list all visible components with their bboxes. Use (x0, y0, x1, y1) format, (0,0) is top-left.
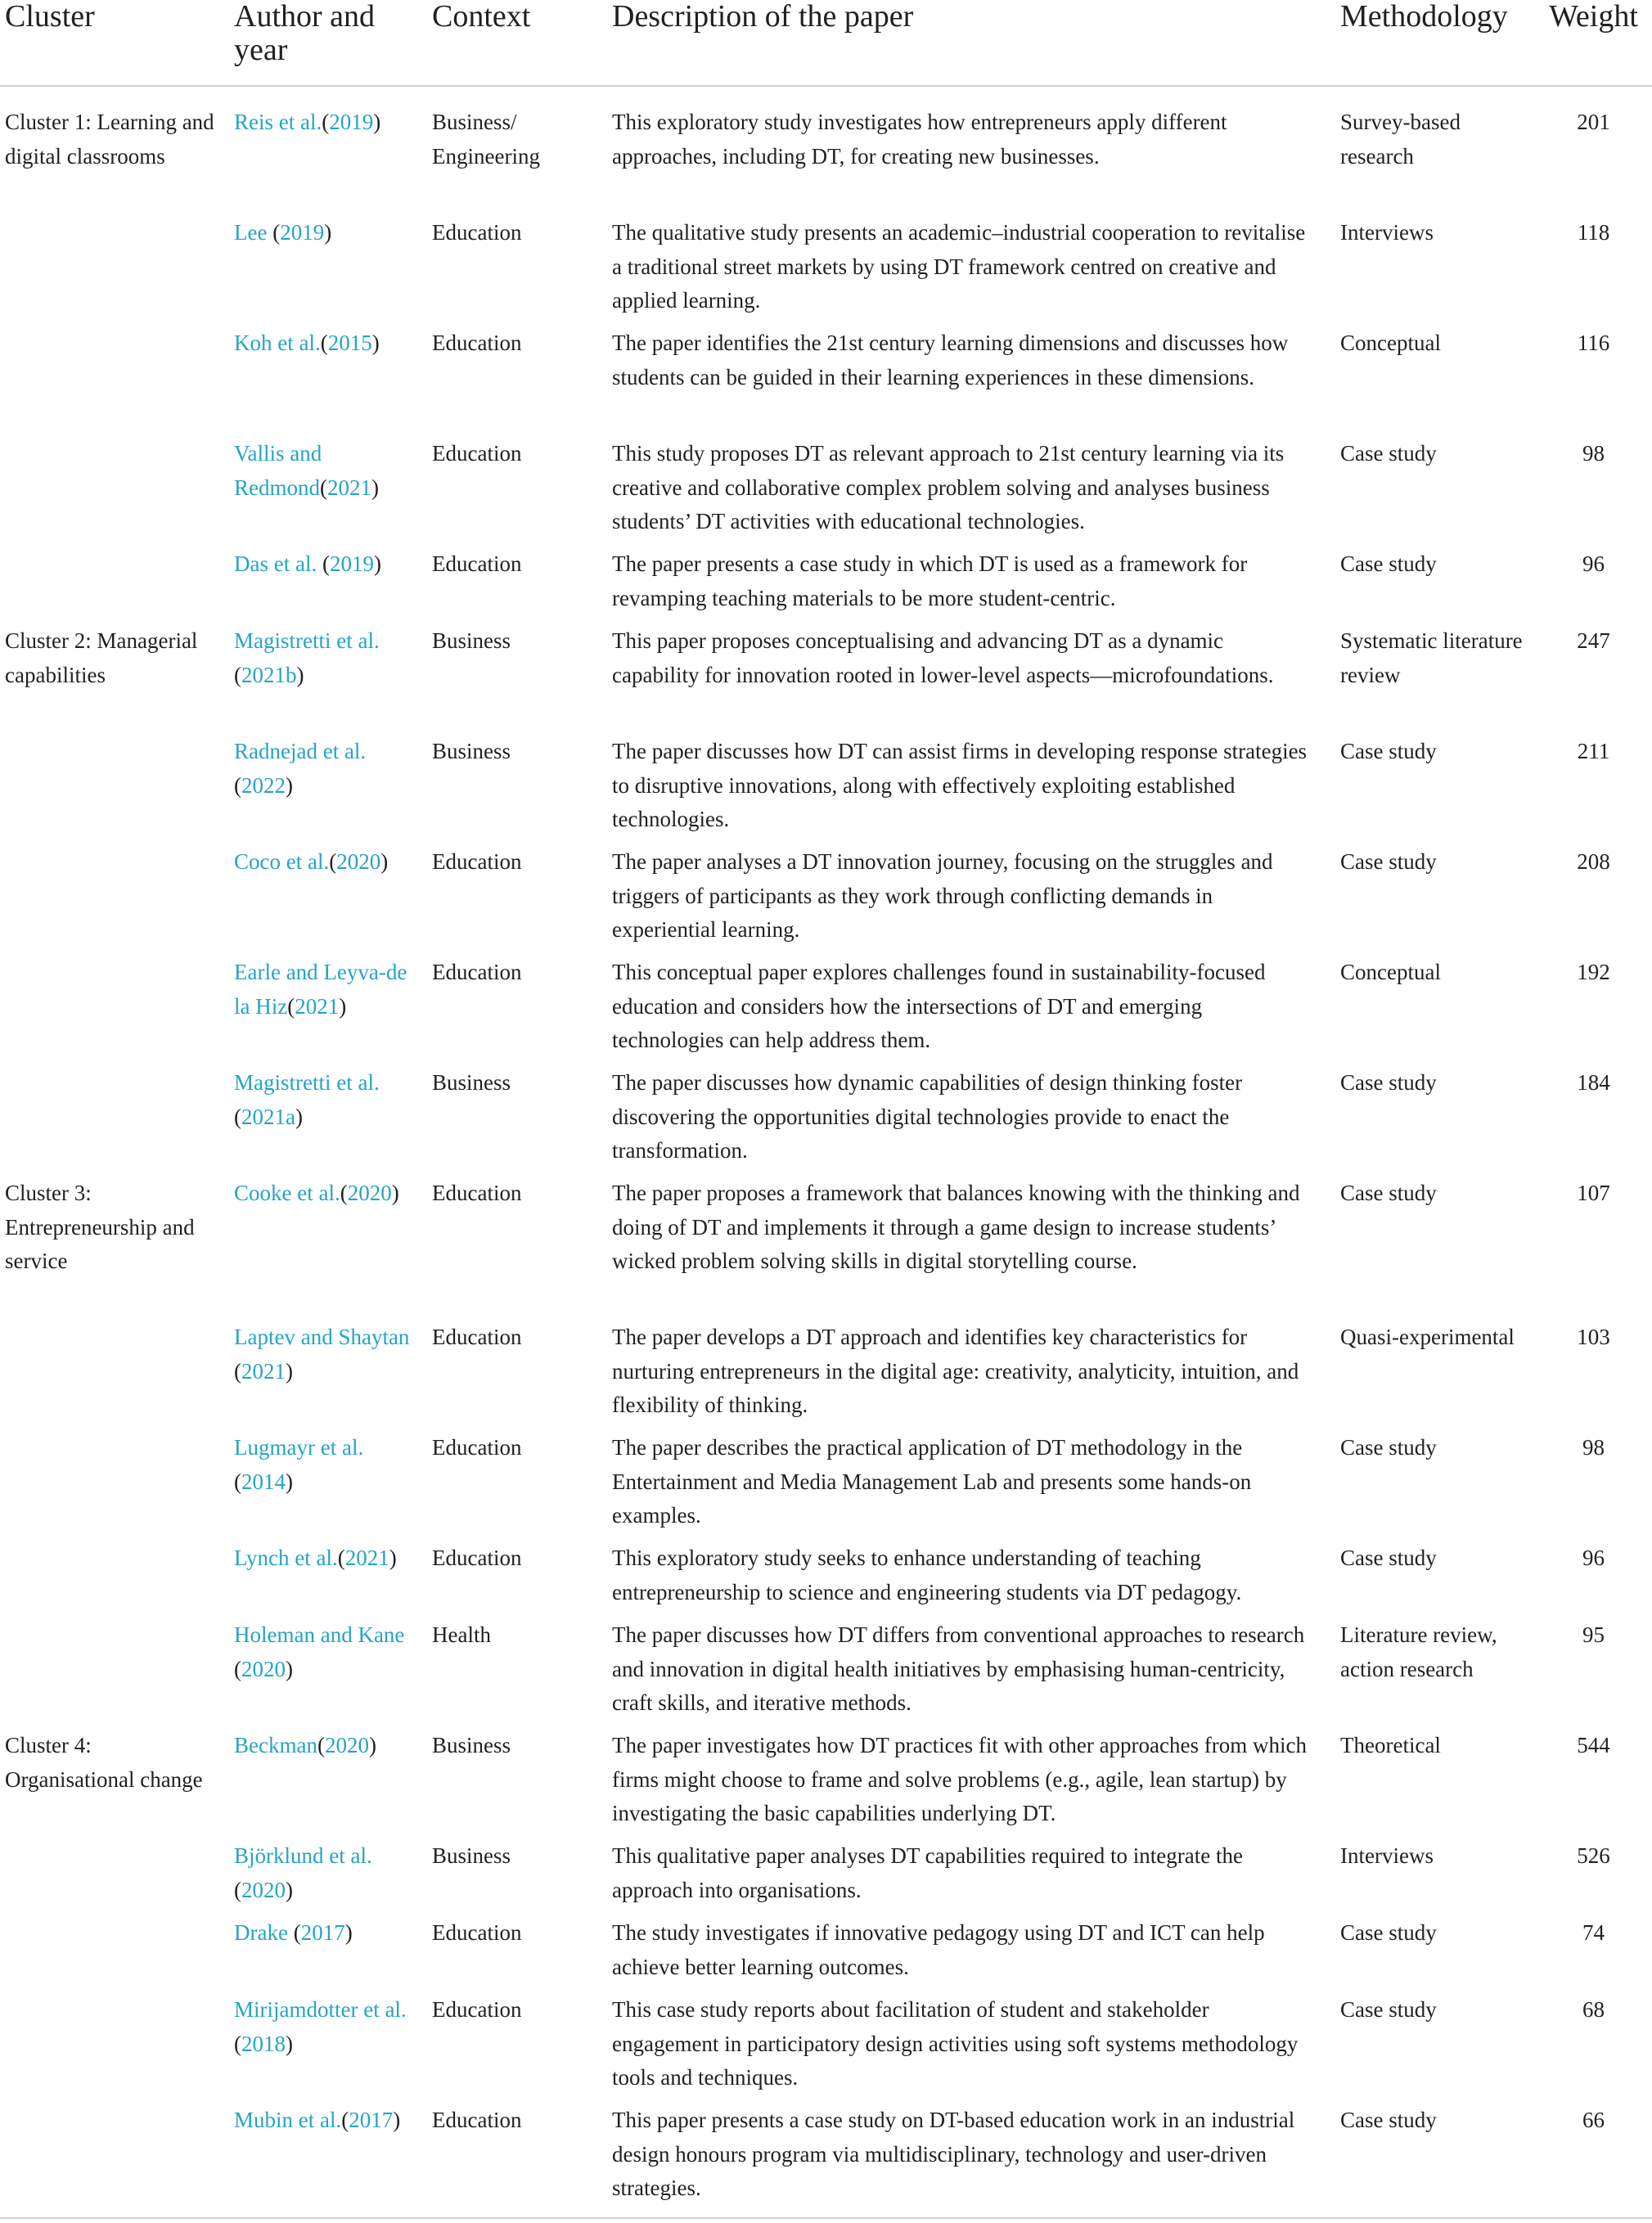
row-author-year (234, 1729, 422, 1763)
citation-year-link[interactable]: 2022 (241, 772, 286, 798)
row-description: The paper analyses a DT innovation journey, focusing on the struggles and triggers of participants as they work through conflicting demands in experiential learning. (612, 849, 1273, 942)
row-author-year (234, 1177, 422, 1211)
citation-year-link[interactable]: 2015 (327, 331, 372, 355)
row-methodology: Case study (1340, 1920, 1437, 1945)
citation-paren-open: ( (341, 2108, 349, 2132)
row-context: Education (432, 1181, 522, 1205)
row-weight: 211 (1577, 739, 1610, 763)
citation-paren-open: ( (329, 849, 337, 874)
row-cluster: Cluster 2: Managerial capabilities (5, 628, 198, 687)
row-description: The paper proposes a framework that balances knowing with the thinking and doing of DT and implements it through a game design to increase students’ wicked problem solving skills in digital storytelling course. (612, 1181, 1300, 1273)
citation-year-link[interactable]: 2021a (241, 1104, 295, 1129)
citation-paren-open: ( (234, 2031, 241, 2056)
row-description: This conceptual paper explores challenges found in sustainability-focused education and considers how the intersections of DT and emerging technologies can help address them. (612, 960, 1266, 1052)
author-name-link[interactable]: Lee (234, 220, 268, 245)
row-methodology: Case study (1340, 1181, 1437, 1205)
author-name-link[interactable]: Drake (234, 1920, 288, 1945)
row-weight: 74 (1582, 1920, 1605, 1945)
citation-year-link[interactable]: 2021 (295, 993, 340, 1019)
row-context: Education (432, 220, 522, 245)
citation-paren-close: ) (389, 1546, 397, 1570)
citation-year-link[interactable]: 2020 (241, 1656, 286, 1681)
row-description: The paper discusses how dynamic capabilities of design thinking foster discovering the opportunities digital technologies provide to enact the transformation. (612, 1070, 1243, 1163)
row-methodology: Conceptual (1340, 331, 1441, 355)
header-methodology: Methodology (1340, 0, 1508, 34)
row-methodology: Quasi-experimental (1340, 1325, 1515, 1349)
author-name-link[interactable]: Holeman and Kane (234, 1622, 405, 1647)
row-weight: 201 (1577, 110, 1610, 134)
row-methodology: Case study (1340, 739, 1437, 763)
citation-year-link[interactable]: 2014 (241, 1469, 286, 1494)
row-author-year (234, 437, 422, 505)
row-context: Education (432, 2108, 522, 2132)
row-context: Education (432, 551, 522, 576)
row-description: The paper investigates how DT practices fit with other approaches from which firms might choose to frame and solve problems (e.g., agile, lean startup) by investigating the basic capabilities underlying DT. (612, 1733, 1307, 1825)
row-author-year (234, 1618, 422, 1686)
citation-paren-close: ) (368, 1733, 376, 1757)
citation-paren-close: ) (371, 475, 379, 500)
citation-year-link[interactable]: 2019 (329, 551, 374, 576)
citation-paren-close: ) (339, 993, 347, 1019)
citation-paren-close: ) (380, 849, 389, 874)
row-methodology: Case study (1340, 1435, 1437, 1460)
row-weight: 68 (1582, 1997, 1605, 2022)
citation-paren-close: ) (286, 772, 293, 798)
row-author-year (234, 735, 422, 803)
citation-paren-open: ( (320, 331, 328, 355)
citation-year-link[interactable]: 2021 (327, 475, 371, 500)
table-header (0, 0, 1652, 85)
row-weight: 66 (1582, 2108, 1605, 2132)
citation-paren-open: ( (234, 1469, 241, 1494)
row-context: Education (432, 1997, 522, 2022)
author-name-link[interactable]: Cooke et al. (234, 1181, 340, 1205)
row-context: Education (432, 1325, 522, 1349)
row-weight: 96 (1582, 1546, 1605, 1570)
row-cluster: Cluster 3: Entrepreneurship and service (5, 1181, 195, 1273)
citation-paren-open: ( (234, 772, 241, 798)
citation-paren-close: ) (344, 1920, 353, 1945)
row-description: This exploratory study investigates how entrepreneurs apply different approaches, including DT, for creating new businesses. (612, 110, 1227, 169)
header-author-year: Author and year (234, 0, 376, 67)
citation-paren-open: ( (340, 1181, 348, 1205)
row-context: Business (432, 1843, 511, 1868)
author-name-link[interactable]: Björklund et al. (234, 1843, 372, 1868)
row-context: Business (432, 1733, 511, 1757)
table-bottom-rule (0, 2217, 1652, 2219)
row-weight: 95 (1582, 1622, 1605, 1647)
citation-paren-open: ( (287, 993, 295, 1019)
row-author-year (234, 1431, 422, 1499)
citation-paren-open: ( (234, 1656, 241, 1681)
row-methodology: Theoretical (1340, 1733, 1441, 1757)
row-author-year (234, 2104, 422, 2138)
citation-paren-close: ) (393, 2108, 401, 2132)
author-name-link[interactable]: Mirijamdotter et al. (234, 1997, 407, 2022)
citation-year-link[interactable]: 2020 (241, 1877, 286, 1902)
citation-paren-open: ( (317, 551, 330, 576)
row-description: This case study reports about facilitation of student and stakeholder engagement in participatory design activities using soft systems methodology tools and techniques. (612, 1997, 1299, 2090)
author-name-link[interactable]: Reis et al. (234, 110, 322, 134)
row-description: The study investigates if innovative pedagogy using DT and ICT can help achieve better learning outcomes. (612, 1920, 1265, 1979)
row-weight: 116 (1577, 331, 1610, 355)
header-description: Description of the paper (612, 0, 914, 34)
row-author-year (234, 547, 422, 582)
row-weight: 103 (1577, 1325, 1610, 1349)
row-methodology: Case study (1340, 1997, 1437, 2022)
row-weight: 208 (1577, 849, 1610, 874)
row-author-year (234, 845, 422, 880)
row-context: Health (432, 1622, 491, 1647)
row-author-year (234, 956, 422, 1024)
citation-paren-close: ) (296, 662, 304, 687)
citation-paren-open: ( (234, 1104, 241, 1129)
row-description: The qualitative study presents an academic–industrial cooperation to revitalise a traditional street markets by using DT framework centred on creative and applied learning. (612, 220, 1306, 313)
citation-paren-close: ) (286, 1877, 293, 1902)
row-author-year (234, 624, 422, 692)
citation-year-link[interactable]: 2018 (241, 2031, 286, 2056)
row-context: Business (432, 739, 511, 763)
row-author-year (234, 326, 422, 361)
row-description: This exploratory study seeks to enhance understanding of teaching entrepreneurship to science and engineering students via DT pedagogy. (612, 1546, 1242, 1604)
row-context: Education (432, 849, 522, 874)
row-description: The paper discusses how DT differs from conventional approaches to research and innovation in digital health initiatives by emphasising human-centricity, craft skills, and iterative methods. (612, 1622, 1305, 1715)
row-weight: 526 (1577, 1843, 1610, 1868)
citation-paren-open: ( (267, 220, 281, 245)
row-weight: 107 (1577, 1181, 1610, 1205)
row-author-year (234, 1916, 422, 1951)
citation-paren-close: ) (373, 110, 381, 134)
row-context: Business (432, 1070, 511, 1095)
citation-year-link[interactable]: 2017 (300, 1920, 345, 1945)
header-context: Context (432, 0, 531, 34)
citation-paren-open: ( (234, 1877, 241, 1902)
row-author-year (234, 1066, 422, 1134)
header-divider (0, 85, 1652, 87)
author-name-link[interactable]: Lugmayr et al. (234, 1435, 364, 1460)
row-author-year (234, 216, 422, 250)
citation-paren-close: ) (391, 1181, 399, 1205)
author-name-link[interactable]: Koh et al. (234, 331, 321, 355)
row-methodology: Case study (1340, 849, 1437, 874)
citation-paren-open: ( (234, 1358, 241, 1384)
citation-paren-close: ) (286, 1358, 293, 1384)
citation-paren-open: ( (317, 1733, 325, 1757)
header-cluster: Cluster (5, 0, 95, 34)
citation-year-link[interactable]: 2020 (347, 1181, 392, 1205)
row-context: Business (432, 628, 511, 653)
row-methodology: Case study (1340, 441, 1437, 466)
row-weight: 96 (1582, 551, 1605, 576)
row-description: The paper develops a DT approach and identifies key characteristics for nurturing entrepreneurs in the digital age: creativity, analyticity, intuition, and flexibility of thinking. (612, 1325, 1299, 1417)
header-weight: Weight (1549, 0, 1638, 34)
row-cluster: Cluster 4: Organisational change (5, 1733, 203, 1792)
row-context: Education (432, 1546, 522, 1570)
row-context: Education (432, 1920, 522, 1945)
row-methodology: Survey-based research (1340, 110, 1461, 169)
row-author-year (234, 106, 422, 140)
citation-paren-close: ) (286, 1656, 293, 1681)
row-description: The paper describes the practical application of DT methodology in the Entertainment and Media Management Lab and presents some hands-on examples. (612, 1435, 1252, 1528)
author-name-link[interactable]: Magistretti et al. (234, 628, 380, 653)
citation-paren-close: ) (371, 331, 380, 355)
row-methodology: Interviews (1340, 1843, 1434, 1868)
author-name-link[interactable]: Earle and Leyva-de la Hiz (234, 960, 407, 1019)
citation-year-link[interactable]: 2017 (349, 2108, 394, 2132)
citation-year-link[interactable]: 2019 (280, 220, 325, 245)
row-methodology: Case study (1340, 1546, 1437, 1570)
citation-year-link[interactable]: 2021b (241, 662, 297, 687)
citation-paren-close: ) (286, 1469, 293, 1494)
row-description: This paper proposes conceptualising and advancing DT as a dynamic capability for innovation rooted in lower-level aspects—microfoundations. (612, 628, 1274, 687)
author-name-link[interactable]: Radnejad et al. (234, 739, 367, 763)
row-methodology: Case study (1340, 2108, 1437, 2132)
row-cluster: Cluster 1: Learning and digital classrooms (5, 110, 214, 169)
row-weight: 118 (1577, 220, 1610, 245)
row-methodology: Systematic literature review (1340, 628, 1523, 687)
citation-year-link[interactable]: 2020 (336, 849, 381, 874)
author-name-link[interactable]: Magistretti et al. (234, 1070, 380, 1095)
citation-year-link[interactable]: 2019 (329, 110, 374, 134)
citation-paren-open: ( (234, 662, 241, 687)
author-name-link[interactable]: Coco et al. (234, 849, 330, 874)
row-description: The paper presents a case study in which DT is used as a framework for revamping teaching materials to be more student-centric. (612, 551, 1248, 610)
row-weight: 544 (1577, 1733, 1610, 1757)
citation-paren-close: ) (324, 220, 332, 245)
row-author-year (234, 1541, 422, 1576)
row-author-year (234, 1839, 422, 1907)
row-methodology: Literature review, action research (1340, 1622, 1497, 1681)
row-weight: 192 (1577, 960, 1610, 984)
row-description: This paper presents a case study on DT-based education work in an industrial design honours program via multidisciplinary, technology and user-driven strategies. (612, 2108, 1295, 2200)
author-name-link[interactable]: Mubin et al. (234, 2108, 342, 2132)
row-methodology: Case study (1340, 1070, 1437, 1095)
row-weight: 184 (1577, 1070, 1610, 1095)
author-name-link[interactable]: Vallis and Redmond (234, 441, 322, 500)
citation-paren-open: ( (337, 1546, 345, 1570)
citation-paren-open: ( (287, 1920, 301, 1945)
row-description: The paper identifies the 21st century learning dimensions and discusses how students can be guided in their learning experiences in these dimensions. (612, 331, 1289, 389)
author-name-link[interactable]: Beckman (234, 1733, 317, 1757)
citation-paren-open: ( (320, 475, 327, 500)
row-weight: 247 (1577, 628, 1610, 653)
citation-paren-close: ) (295, 1104, 303, 1129)
row-weight: 98 (1582, 1435, 1605, 1460)
citation-paren-close: ) (286, 2031, 293, 2056)
row-context: Business/ Engineering (432, 110, 540, 169)
citation-year-link[interactable]: 2020 (324, 1733, 369, 1757)
row-description: The paper discusses how DT can assist firms in developing response strategies to disruptive innovations, along with effectively exploiting established technologies. (612, 739, 1308, 831)
citation-year-link[interactable]: 2021 (241, 1358, 286, 1384)
row-context: Education (432, 331, 522, 355)
row-context: Education (432, 960, 522, 984)
citation-year-link[interactable]: 2021 (344, 1546, 389, 1570)
author-name-link[interactable]: Das et al. (234, 551, 317, 576)
row-weight: 98 (1582, 441, 1605, 466)
row-description: This study proposes DT as relevant approach to 21st century learning via its creative and collaborative complex problem solving and analyses business students’ DT activities with educational technologies. (612, 441, 1285, 533)
row-context: Education (432, 441, 522, 466)
author-name-link[interactable]: Laptev and Shaytan (234, 1325, 410, 1349)
row-methodology: Conceptual (1340, 960, 1441, 984)
row-author-year (234, 1993, 422, 2061)
citation-paren-close: ) (373, 551, 381, 576)
row-methodology: Case study (1340, 551, 1437, 576)
row-methodology: Interviews (1340, 220, 1434, 245)
row-author-year (234, 1321, 422, 1388)
row-description: This qualitative paper analyses DT capabilities required to integrate the approach into organisations. (612, 1843, 1243, 1902)
author-name-link[interactable]: Lynch et al. (234, 1546, 338, 1570)
row-context: Education (432, 1435, 522, 1460)
citation-paren-open: ( (322, 110, 330, 134)
